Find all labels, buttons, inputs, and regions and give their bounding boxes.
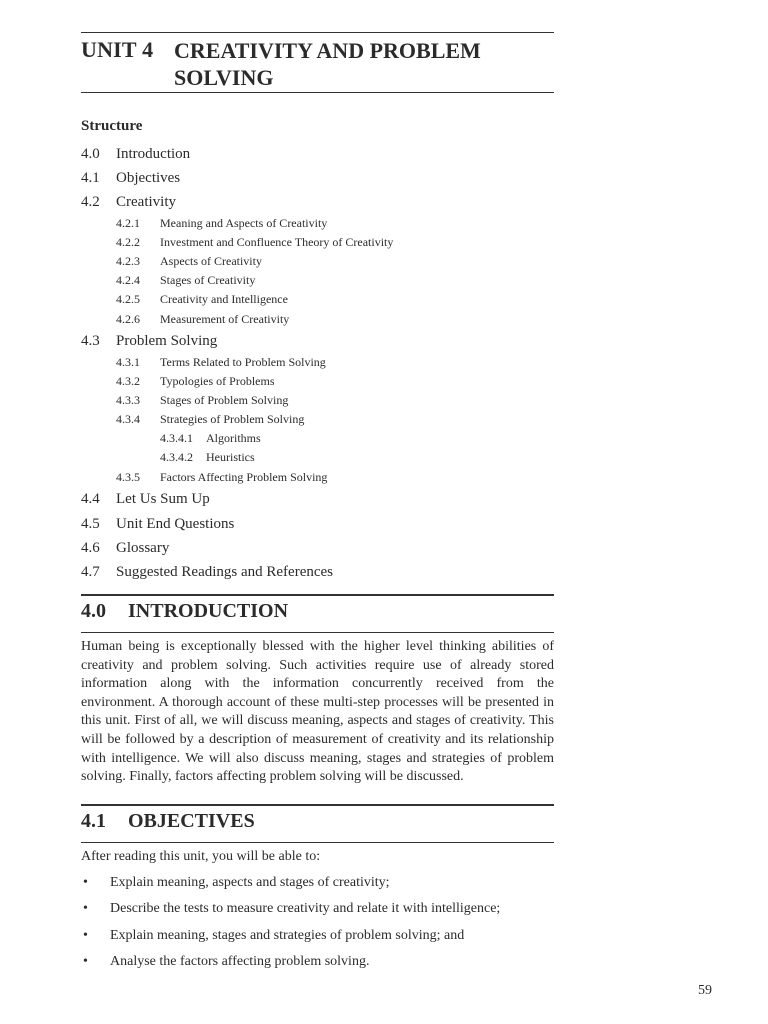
toc-item-number: 4.3.4.2 — [160, 450, 193, 464]
toc-item-number: 4.3.3 — [116, 393, 140, 407]
toc-item-number: 4.3.4.1 — [160, 431, 193, 445]
toc-item-label: Terms Related to Problem Solving — [160, 355, 326, 369]
toc-item-label: Factors Affecting Problem Solving — [160, 470, 328, 484]
toc-item-label: Creativity — [116, 194, 176, 210]
list-item-text: Explain meaning, stages and strategies of problem solving; and — [110, 928, 465, 943]
structure-heading: Structure — [81, 118, 143, 134]
toc-item-number: 4.3.1 — [116, 355, 140, 369]
unit-label: UNIT 4 — [81, 37, 154, 62]
section-title: INTRODUCTION — [128, 600, 289, 622]
toc-item-number: 4.2.4 — [116, 273, 140, 287]
toc-item-label: Meaning and Aspects of Creativity — [160, 216, 328, 230]
toc-item-number: 4.2.1 — [116, 216, 140, 230]
unit-title-line-2: SOLVING — [174, 65, 274, 90]
toc-item-number: 4.3.5 — [116, 470, 140, 484]
bullet-icon: • — [83, 901, 88, 916]
toc-item-label: Stages of Problem Solving — [160, 393, 289, 407]
toc-item-number: 4.4 — [81, 491, 100, 507]
list-item-text: Describe the tests to measure creativity and relate it with intelligence; — [110, 901, 501, 916]
section-title: OBJECTIVES — [128, 810, 255, 832]
toc-item-label: Objectives — [116, 170, 181, 186]
toc-item-number: 4.2.6 — [116, 312, 140, 326]
toc-item-number: 4.2.3 — [116, 254, 140, 268]
toc-item-number: 4.7 — [81, 564, 100, 580]
list-item-text: Analyse the factors affecting problem solving. — [110, 954, 370, 969]
introduction-paragraph: Human being is exceptionally blessed with the higher level thinking abilities of creativity and problem solving. Such activities require use of already stored information along with the information concurrently received from the environment. A thorough account of these multi-step processes will be presented in this unit. First of all, we will discuss meaning, aspects and stages of creativity. This will be followed by a description of measurement of creativity and its relationship with intelligence. We will also discuss meaning, stages and strategies of problem solving. Finally, factors affecting problem solving will be discussed. — [81, 639, 554, 785]
toc-item-label: Creativity and Intelligence — [160, 292, 288, 306]
toc-item-number: 4.2 — [81, 194, 100, 210]
toc-item-label: Aspects of Creativity — [160, 254, 262, 268]
toc-item-label: Glossary — [116, 540, 170, 556]
list-item-text: Explain meaning, aspects and stages of creativity; — [110, 875, 390, 890]
toc-item-label: Heuristics — [206, 450, 255, 464]
toc-item-label: Investment and Confluence Theory of Creativity — [160, 235, 394, 249]
toc-item-label: Typologies of Problems — [160, 374, 275, 388]
toc-item-number: 4.3 — [81, 333, 100, 349]
section-heading-objectives — [81, 804, 554, 843]
page-number: 59 — [698, 983, 712, 998]
toc-item-number: 4.3.4 — [116, 412, 140, 426]
toc-item-label: Measurement of Creativity — [160, 312, 290, 326]
section-heading-introduction — [81, 594, 554, 633]
toc-item-label: Strategies of Problem Solving — [160, 412, 305, 426]
objectives-lead: After reading this unit, you will be able to: — [81, 849, 321, 864]
toc-item-label: Problem Solving — [116, 333, 218, 349]
toc-item-number: 4.2.2 — [116, 235, 140, 249]
unit-header — [81, 32, 554, 93]
toc-item-label: Stages of Creativity — [160, 273, 256, 287]
unit-title-line-1: CREATIVITY AND PROBLEM — [174, 38, 481, 63]
section-number: 4.1 — [81, 810, 106, 832]
toc-item-number: 4.5 — [81, 516, 100, 532]
toc-item-label: Introduction — [116, 146, 191, 162]
toc-item-label: Algorithms — [206, 431, 261, 445]
toc-item-number: 4.2.5 — [116, 292, 140, 306]
bullet-icon: • — [83, 954, 88, 969]
toc-item-number: 4.0 — [81, 146, 100, 162]
bullet-icon: • — [83, 875, 88, 890]
toc-item-label: Let Us Sum Up — [116, 491, 210, 507]
toc-item-number: 4.1 — [81, 170, 100, 186]
section-number: 4.0 — [81, 600, 106, 622]
toc-item-number: 4.3.2 — [116, 374, 140, 388]
toc-item-label: Suggested Readings and References — [116, 564, 334, 580]
toc-item-number: 4.6 — [81, 540, 100, 556]
bullet-icon: • — [83, 928, 88, 943]
unit-title — [174, 37, 544, 91]
toc-item-label: Unit End Questions — [116, 516, 235, 532]
